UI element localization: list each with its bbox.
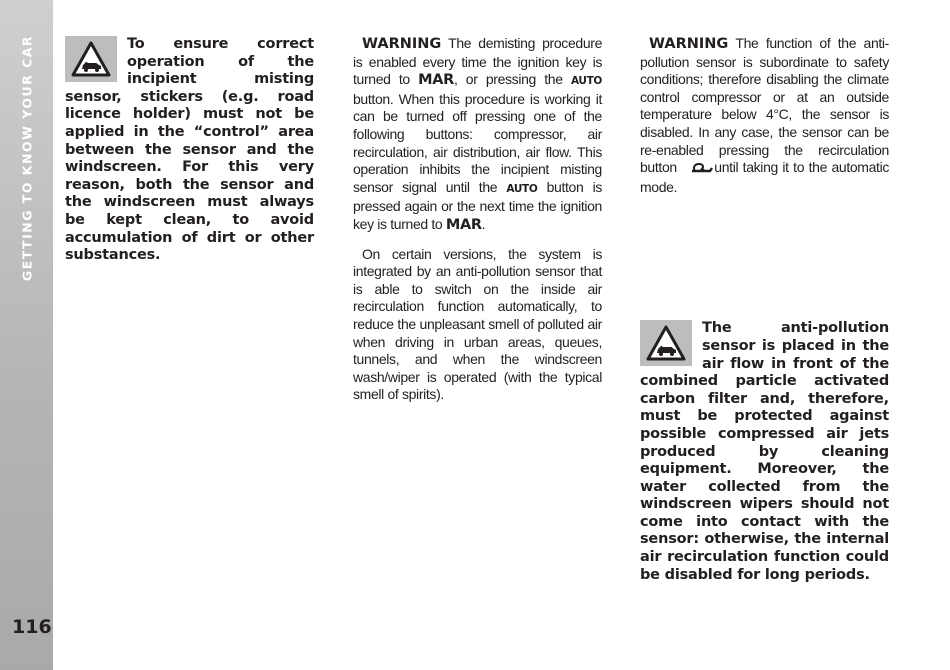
warning-paragraph-demisting <box>353 35 602 235</box>
side-tab <box>0 0 53 670</box>
warning-label: WARNING <box>362 36 442 52</box>
text-run: button. When this procedure is working it can be turned off pressing one of the following buttons: compressor, air recirculation, air distribution, air flow. This operation inhibits the incipient misting sensor signal until the <box>353 90 602 195</box>
column-right <box>640 35 889 584</box>
text-run: . <box>481 215 486 232</box>
caution-text: To ensure correct operation of the incipient misting sensor, stickers (e.g. road licence holder) must not be applied in the “control” area between the sensor and the windscreen. For this very reason, both the sensor and the windscreen must always be kept clean, to avoid accumulation of dirt or other substances. <box>65 36 314 264</box>
text-run: button is pressed again or the next time the ignition key is turned to <box>353 178 603 232</box>
air-recirculation-icon <box>681 161 714 179</box>
caution-block-misting-sensor <box>65 36 314 265</box>
section-title: GETTING TO KNOW YOUR CAR <box>19 34 35 282</box>
text-run: until taking it to the automatic mode. <box>640 159 890 195</box>
column-left <box>65 36 314 265</box>
car-warning-triangle-icon <box>640 320 692 366</box>
car-warning-triangle-icon <box>65 36 117 82</box>
warning-label: WARNING <box>649 36 729 52</box>
text-run: The demisting procedure is enabled every time the ignition key is turned to <box>353 35 602 88</box>
caution-block-anti-pollution <box>640 320 889 584</box>
page-number: 116 <box>12 616 52 638</box>
text-run: , or pressing the <box>453 71 563 88</box>
warning-paragraph-anti-pollution <box>640 35 889 196</box>
column-middle <box>353 35 602 415</box>
text-run: The function of the anti-pollution sensor is subordinate to safety conditions; therefore disabling the climate control compressor or at an outside temperature below 4°C, the sensor is disabled. In any case, the sensor can be re-enabled pressing the recirculation button <box>640 35 889 176</box>
key-position-mar: MAR <box>445 216 482 233</box>
key-position-mar: MAR <box>418 72 454 89</box>
auto-button-label: AUTO <box>570 75 602 88</box>
caution-text: The anti-pollution sensor is placed in the air flow in front of the combined particle activated carbon filter and, therefore, must be protected against possible compressed air jets produced by cleaning equipment. Moreover, the water collected from the windscreen wipers should not come into contact with the sensor: otherwise, the internal air recirculation function could be disabled for long periods. <box>640 320 889 583</box>
paragraph-anti-pollution: On certain versions, the system is integrated by an anti-pollution sensor that is able to switch on the inside air recirculation function automatically, to reduce the unpleasant smell of polluted air when driving in urban areas, queues, tunnels, and when the windscreen wash/wiper is operated (with the typical smell of spirits). <box>353 245 602 403</box>
auto-button-label: AUTO <box>506 182 538 195</box>
